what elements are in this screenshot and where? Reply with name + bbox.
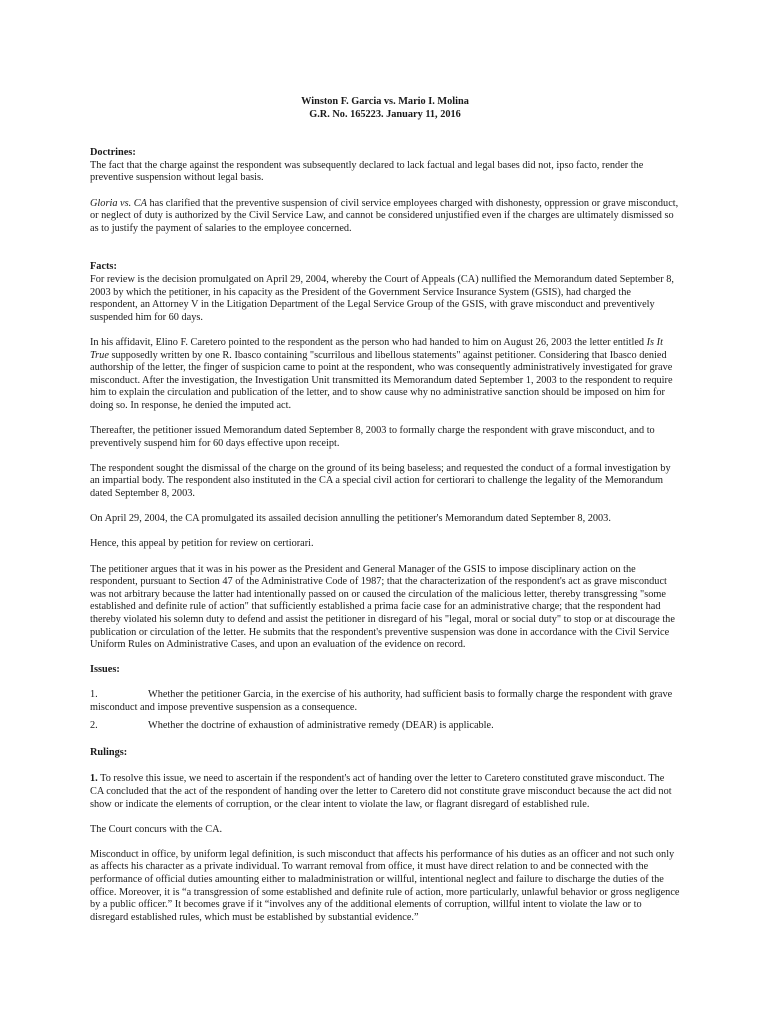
doctrines-paragraph-2: Gloria vs. CA has clarified that the preventive suspension of civil service employees charged with dishonesty, oppression or grave misconduct, or neglect of duty is authorized by the Civil Service Law, and cannot be considered unjustified even if the charges are ultimately dismissed so as to justify the payment of salaries to the employee concerned. [90,197,679,234]
issue-item-1: 1. Whether the petitioner Garcia, in the exercise of his authority, had sufficient basis to formally charge the respondent with grave misconduct and impose preventive suspension as a consequence. [90,688,673,713]
rulings-heading: Rulings: [90,746,128,758]
facts-paragraph-4: The respondent sought the dismissal of the charge on the ground of its being baseless; and requested the conduct of a formal investigation by an impartial body. The respondent also instituted in the CA a special civil action for certiorari to challenge the legality of the Memorandum dated September 8, 2003. [90,462,671,500]
facts-paragraph-5: On April 29, 2004, the CA promulgated its assailed decision annulling the petitioner's Memorandum dated September 8, 2003. [90,513,611,525]
case-citation: G.R. No. 165223. January 11, 2016 [309,108,461,120]
rulings-paragraph-2: The Court concurs with the CA. [90,823,223,835]
doctrines-paragraph-1: The fact that the charge against the respondent was subsequently declared to lack factual and legal bases did not, ipso facto, render the preventive suspension without legal basis. [90,159,644,184]
facts-heading: Facts: [90,261,117,273]
facts-section [90,261,680,651]
issue-item-2: 2. Whether the doctrine of exhaustion of administrative remedy (DEAR) is applicable. [90,720,494,732]
issues-heading: Issues: [90,664,120,676]
facts-paragraph-6: Hence, this appeal by petition for review on certiorari. [90,538,314,550]
facts-paragraph-2: In his affidavit, Elino F. Caretero pointed to the respondent as the person who had handed to him on August 26, 2003 the letter entitled Is It True supposedly written by one R. Ibasco containing "scurrilous and libellous statements" against petitioner. Considering that Ibasco denied authorship of the letter, the finger of suspicion came to point at the respondent, who was consequently administratively investigated for grave misconduct. After the investigation, the Investigation Unit transmitted its Memorandum dated September 1, 2003 to the respondent to require him to explain the circulation and publication of the letter, and to show cause why no administrative sanction should be imposed on him for doing so. In response, he denied the imputed act. [90,336,673,411]
rulings-paragraph-1: 1. To resolve this issue, we need to ascertain if the respondent's act of handing over the letter to Caretero constituted grave misconduct. The CA concluded that the act of the respondent of handing over the letter to Caretero did not constitute grave misconduct because the act did not show or indicate the elements of corruption, or the clear intent to violate the law, or flagrant disregard of established rule. [90,773,672,810]
facts-paragraph-1: For review is the decision promulgated on April 29, 2004, whereby the Court of Appeals (CA) nullified the Memorandum dated September 8, 2003 by which the petitioner, in his capacity as the President of the Government Service Insurance System (GSIS), had charged the respondent, an Attorney V in the Litigation Department of the Legal Service Group of the GSIS, with grave misconduct and preventively suspended him for 60 days. [90,273,674,323]
case-name-gloria: Gloria vs. CA [90,197,147,209]
case-title: Winston F. Garcia vs. Mario I. Molina [301,96,469,107]
letter-title: Is It True [90,336,663,361]
rulings-paragraph-3: Misconduct in office, by uniform legal definition, is such misconduct that affects his performance of his duties as an officer and not such only as affects his character as a private individual. To warrant removal from office, it must have direct relation to and be connected with the performance of official duties amounting either to maladministration or willful, intentional neglect and failure to discharge the duties of the office. Moreover, it is “a transgression of some established and definite rule of action, more particularly, unlawful behavior or gross negligence by a public officer.” It becomes grave if it “involves any of the additional elements of corruption, willful intent to violate the law or to disregard established rules, which must be established by substantial evidence.” [90,848,680,923]
facts-paragraph-3: Thereafter, the petitioner issued Memorandum dated September 8, 2003 to formally charge the respondent with grave misconduct, and to preventively suspend him for 60 days effective upon receipt. [90,425,655,449]
case-title-block [90,96,680,121]
issues-section [90,664,680,732]
rulings-section [90,747,680,925]
facts-paragraph-7: The petitioner argues that it was in his power as the President and General Manager of the GSIS to impose disciplinary action on the respondent, pursuant to Section 47 of the Administrative Code of 1987; that the characterization of the respondent's act as grave misconduct was not arbitrary because the latter had intentionally passed on or caused the circulation of the malicious letter, thereby transgressing "some established and definite rule of action" that sufficiently established a prima facie case for an administrative charge; that the respondent had thereby violated his solemn duty to defend and assist the petitioner in disregard of his "legal, moral or social duty" to stop or at discourage the publication or circulation of the letter. He submits that the respondent's preventive suspension was done in accordance with the Civil Service Uniform Rules on Administrative Cases, and upon an evaluation of the evidence on record. [90,563,675,651]
ruling-number: 1. [90,773,98,785]
doctrines-section [90,147,680,235]
doctrines-heading: Doctrines: [90,147,136,159]
